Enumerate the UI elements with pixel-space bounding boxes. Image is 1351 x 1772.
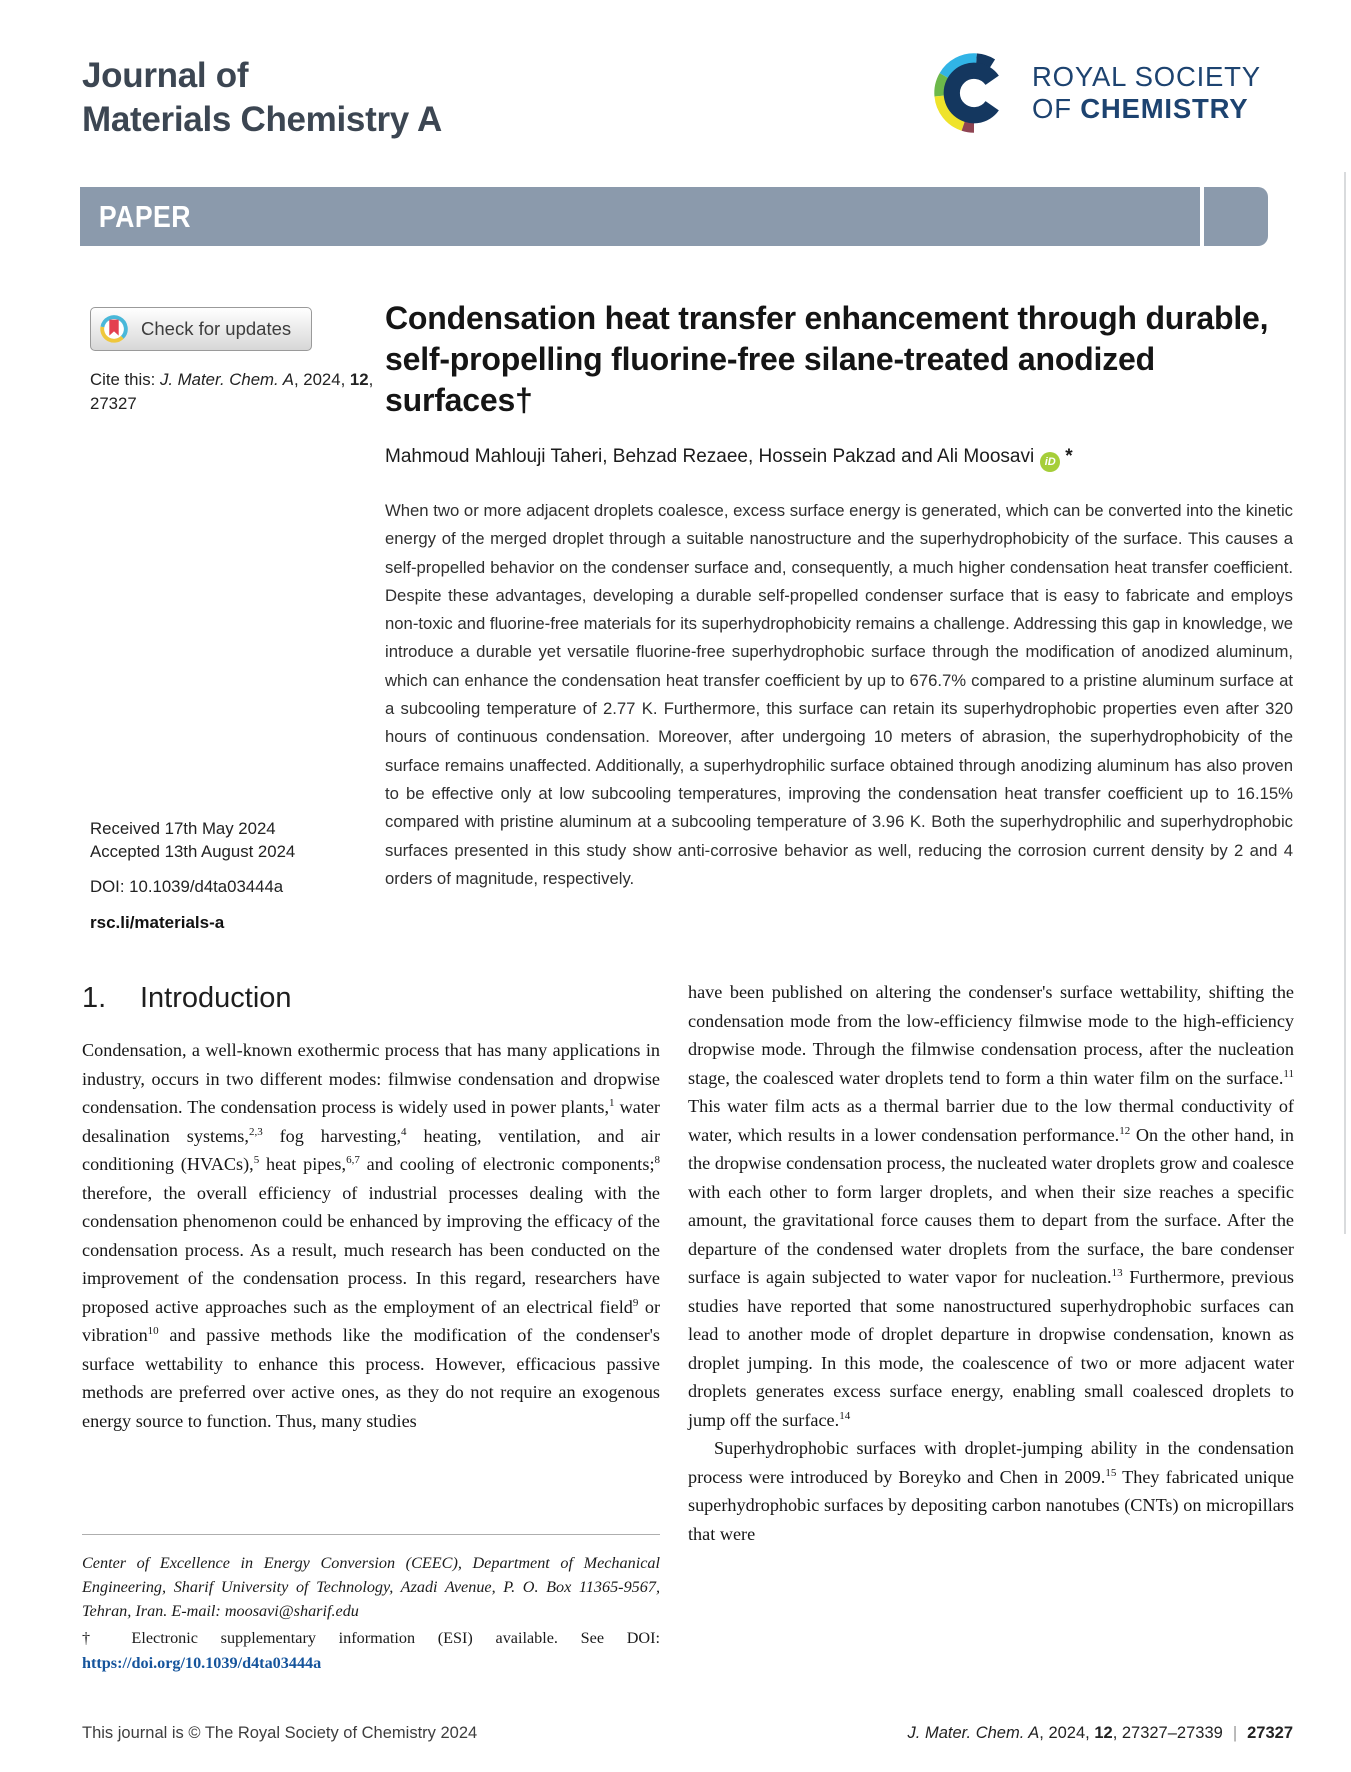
section-heading-introduction <box>82 982 292 1015</box>
journal-title-line2: Materials Chemistry A <box>82 100 443 139</box>
paper-type-banner <box>80 187 1200 246</box>
journal-title <box>82 54 442 142</box>
footnote-divider <box>82 1534 660 1535</box>
received-date: Received 17th May 2024 <box>90 819 276 838</box>
author-list <box>385 446 1073 472</box>
body-paragraph: Superhydrophobic surfaces with droplet-jumping ability in the condensation process were introduced by Boreyko and Chen in 2009.15 They fabricated unique superhydrophobic surfaces by depositing carbon nanotubes (CNTs) on micropillars that were <box>688 1438 1294 1544</box>
abstract-text: When two or more adjacent droplets coalesce, excess surface energy is generated, which can be converted into the kinetic energy of the merged droplet through a suitable nanostructure and the superhydrophobicity of the surface. This causes a self-propelled behavior on the condenser surface and, consequently, a much higher condensation heat transfer coefficient. Despite these advantages, developing a durable self-propelled condenser surface that is easy to fabricate and employs non-toxic and fluorine-free materials for its superhydrophobicity remains a challenge. Addressing this gap in knowledge, we introduce a durable yet versatile fluorine-free superhydrophobic surface through the modification of anodized aluminum, which can enhance the condensation heat transfer coefficient by up to 676.7% compared to a pristine aluminum surface at a subcooling temperature of 2.77 K. Furthermore, this surface can retain its superhydrophobic properties even after 320 hours of continuous condensation. Moreover, after undergoing 10 meters of abrasion, the superhydrophobicity of the surface remains unaffected. Additionally, a superhydrophilic surface obtained through anodizing aluminum has also proven to be effective only at low subcooling temperatures, improving the condensation heat transfer coefficient up to 16.15% compared with pristine aluminum at a subcooling temperature of 3.96 K. Both the superhydrophilic and superhydrophobic surfaces presented in this study show anti-corrosive behavior as well, reducing the corrosion current density by 2 and 4 orders of magnitude, respectively. <box>385 501 1293 888</box>
footer-journal-ref: J. Mater. Chem. A, 2024, 12, 27327–27339 <box>907 1724 1223 1742</box>
publisher-line2: OF CHEMISTRY <box>1032 93 1249 124</box>
dates-block <box>90 817 295 863</box>
footer-separator: | <box>1232 1724 1238 1742</box>
doi-text: DOI: 10.1039/d4ta03444a <box>90 877 284 896</box>
footer-page-number: 27327 <box>1247 1724 1293 1742</box>
paper-type-banner-tab <box>1204 187 1268 246</box>
author-names: Mahmoud Mahlouji Taheri, Behzad Rezaee, Hossein Pakzad and Ali Moosavi <box>385 446 1035 467</box>
orcid-icon[interactable]: iD <box>1040 452 1060 472</box>
footer-citation <box>908 1724 1293 1743</box>
body-column-right <box>688 978 1294 1548</box>
publisher-logo <box>930 46 1261 140</box>
section-number: 1. <box>82 982 107 1014</box>
crossmark-icon <box>98 313 130 345</box>
rsc-logo-icon <box>930 46 1018 140</box>
affiliation-footnote: Center of Excellence in Energy Conversion (CEEC), Department of Mechanical Engineering, Sharif University of Technology, Azadi Avenue, P. O. Box 11365-9567, Tehran, Iran. E-mail: moosavi@sharif.edu <box>82 1554 660 1620</box>
publisher-line1: ROYAL SOCIETY <box>1032 61 1261 92</box>
journal-url-link[interactable]: rsc.li/materials-a <box>90 913 225 932</box>
paper-type-label: PAPER <box>98 199 191 234</box>
body-column-left: Condensation, a well-known exothermic process that has many applications in industry, occurs in two different modes: filmwise condensation and dropwise condensation. The condensation process is widely used in power plants,$^1$ water desalination systems,$^{2,3}$ fog harvesting,$^4$ heating, ventilation, and air conditioning (HVACs),$^5$ heat pipes,$^{6,7}$ and cooling of electronic components;$^8$ therefore, the overall efficiency of industrial processes dealing with the condensation phenomenon could be enhanced by improving the efficacy of the condensation process. As a result, much research has been conducted on the improvement of the condensation process. In this regard, researchers have proposed active approaches such as the employment of an electrical field$^9$ or vibration$^{10}$ and passive methods like the modification of the condenser's surface wettability to enhance this process. However, efficacious passive methods are preferred over active ones, as they do not require an exogenous energy source to function. Thus, many studies <box>82 1040 660 1431</box>
corresponding-author-mark: * <box>1065 446 1073 467</box>
check-for-updates-button[interactable] <box>90 307 312 351</box>
footer-copyright: This journal is © The Royal Society of Chemistry 2024 <box>82 1724 478 1742</box>
journal-title-line1: Journal of <box>82 56 249 95</box>
esi-doi-link[interactable]: https://doi.org/10.1039/d4ta03444a <box>82 1654 322 1672</box>
check-for-updates-label: Check for updates <box>141 318 292 339</box>
accepted-date: Accepted 13th August 2024 <box>90 842 296 861</box>
body-paragraph: have been published on altering the condenser's surface wettability, shifting the condensation mode from the low-efficiency filmwise mode to the high-efficiency dropwise mode. Through the filmwise condensation process, after the nucleation stage, the coalesced water droplets tend to form a thin water film on the surface.$^{11}$ This water film acts as a thermal barrier due to the low thermal conductivity of water, which results in a lower condensation performance.$^{12}$ On the other hand, in the dropwise condensation process, the nucleated water droplets grow and coalesce with each other to form larger droplets, and when their size reaches a specific amount, the gravitational force causes them to depart from the surface. After the departure of the condensed water droplets from the surface, the bare condenser surface is again subjected to water vapor for nucleation.$^{13}$ Furthermore, previous studies have reported that some nanostructured superhydrophobic surfaces can lead to another mode of droplet departure in dropwise condensation, known as droplet jumping. In this mode, the coalescence of two or more adjacent water droplets generates excess surface energy, enabling small coalesced droplets to jump off the surface.$^{14}$ <box>688 982 1295 1430</box>
publisher-name <box>1032 61 1261 125</box>
article-title: Condensation heat transfer enhancement through durable, self-propelling fluorine-free silane-treated anodized surfaces† <box>385 300 1269 418</box>
esi-footnote: † Electronic supplementary information (ESI) available. See DOI: https://doi.org/10.1039/d4ta03444a <box>82 1629 660 1672</box>
page-edge-line <box>1344 172 1346 1234</box>
citation-info: Cite this: J. Mater. Chem. A, 2024, 12, 27327 <box>90 370 374 413</box>
section-title: Introduction <box>140 982 292 1014</box>
